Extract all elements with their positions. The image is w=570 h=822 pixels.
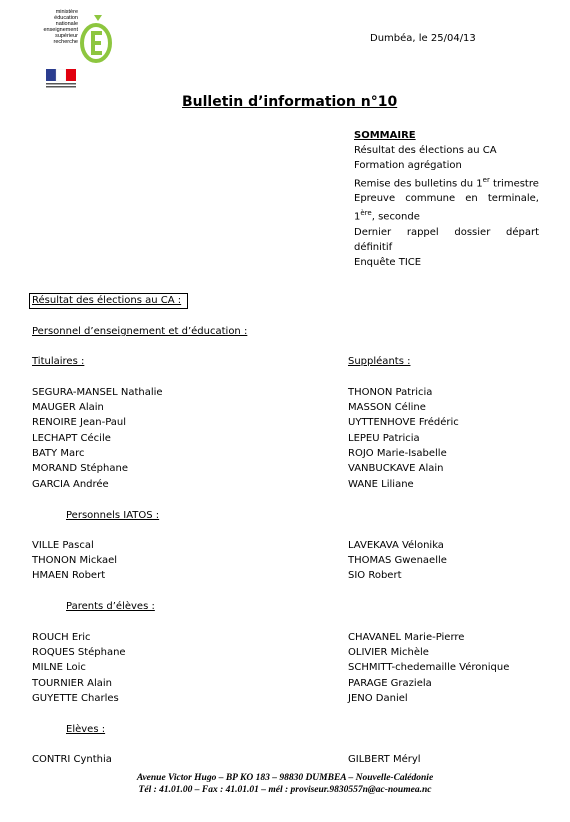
parent-name: TOURNIER Alain bbox=[32, 678, 112, 689]
parent-name: MILNE Loic bbox=[32, 662, 86, 673]
titulaire-name: MORAND Stéphane bbox=[32, 463, 128, 474]
logo-line: ministère bbox=[55, 9, 78, 15]
sommaire-item: Formation agrégation bbox=[354, 160, 462, 171]
titulaire-name: RENOIRE Jean-Paul bbox=[32, 417, 127, 428]
titulaire-name: SEGURA-MANSEL Nathalie bbox=[32, 387, 163, 398]
footer-contact: Tél : 41.01.00 – Fax : 41.01.01 – mél : proviseur.9830557n@ac-noumea.nc bbox=[138, 785, 432, 795]
sommaire-item: Enquête TICE bbox=[354, 256, 422, 268]
sommaire-item: Résultat des élections au CA bbox=[354, 145, 497, 156]
titulaire-name: MAUGER Alain bbox=[32, 402, 104, 413]
suppleants-label: Suppléants : bbox=[348, 356, 411, 367]
e-accent-logo-icon bbox=[80, 13, 112, 63]
parent-name: JENO Daniel bbox=[348, 693, 408, 704]
suppleant-name: LEPEU Patricia bbox=[348, 433, 420, 444]
personnel-section-label: Personnel d’enseignement et d’éducation : bbox=[32, 326, 248, 337]
iatos-label: Personnels IATOS : bbox=[66, 510, 160, 521]
suppleant-name: MASSON Céline bbox=[348, 402, 426, 413]
eleves-label: Elèves : bbox=[66, 724, 106, 735]
titulaire-name: BATY Marc bbox=[32, 448, 85, 459]
ministry-logo bbox=[34, 9, 114, 89]
logo-line: éducation bbox=[54, 15, 78, 21]
footer-address: Avenue Victor Hugo – BP KO 183 – 98830 DUMBEA – Nouvelle-Calédonie bbox=[136, 773, 434, 783]
date-line: Dumbéa, le 25/04/13 bbox=[370, 33, 476, 44]
iatos-name: SIO Robert bbox=[348, 570, 402, 581]
titulaire-name: LECHAPT Cécile bbox=[32, 433, 111, 444]
marianne-flag-icon bbox=[46, 69, 76, 89]
iatos-name: HMAEN Robert bbox=[32, 570, 106, 581]
parent-name: CHAVANEL Marie-Pierre bbox=[348, 632, 465, 643]
sommaire-item: Dernier rappel dossier départ définitif bbox=[354, 226, 539, 253]
titulaires-label: Titulaires : bbox=[32, 356, 85, 367]
parent-name: GUYETTE Charles bbox=[32, 693, 119, 704]
parent-name: PARAGE Graziela bbox=[348, 678, 432, 689]
results-heading: Résultat des élections au CA : bbox=[32, 295, 182, 306]
iatos-name: VILLE Pascal bbox=[32, 540, 94, 551]
logo-line: supérieur bbox=[55, 33, 78, 39]
eleve-name: CONTRI Cynthia bbox=[32, 754, 112, 765]
parent-name: OLIVIER Michèle bbox=[348, 647, 429, 658]
logo-line: enseignement bbox=[43, 27, 78, 33]
page-footer bbox=[0, 772, 570, 796]
sommaire-item: Remise des bulletins du 1er trimestre bbox=[354, 176, 539, 190]
parents-label: Parents d’élèves : bbox=[66, 601, 155, 612]
parent-name: SCHMITT-chedemaille Véronique bbox=[348, 662, 510, 673]
sommaire-block bbox=[354, 128, 539, 270]
suppleant-name: THONON Patricia bbox=[348, 387, 433, 398]
parent-name: ROUCH Eric bbox=[32, 632, 91, 643]
titulaire-name: GARCIA Andrée bbox=[32, 479, 109, 490]
suppleant-name: ROJO Marie-Isabelle bbox=[348, 448, 447, 459]
iatos-name: THONON Mickael bbox=[32, 555, 118, 566]
iatos-name: THOMAS Gwenaelle bbox=[348, 555, 447, 566]
logo-wordmark bbox=[34, 9, 78, 45]
sommaire-heading: SOMMAIRE bbox=[354, 130, 416, 141]
iatos-name: LAVEKAVA Vélonika bbox=[348, 540, 444, 551]
sommaire-item: Epreuve commune en terminale, 1ère, seconde bbox=[354, 193, 539, 223]
parent-name: ROQUES Stéphane bbox=[32, 647, 126, 658]
eleve-name: GILBERT Méryl bbox=[348, 754, 421, 765]
suppleant-name: UYTTENHOVE Frédéric bbox=[348, 417, 459, 428]
suppleant-name: WANE Liliane bbox=[348, 479, 414, 490]
suppleant-name: VANBUCKAVE Alain bbox=[348, 463, 444, 474]
logo-line: recherche bbox=[53, 39, 78, 45]
page-title: Bulletin d’information n°10 bbox=[182, 94, 398, 110]
logo-line: nationale bbox=[55, 21, 78, 27]
